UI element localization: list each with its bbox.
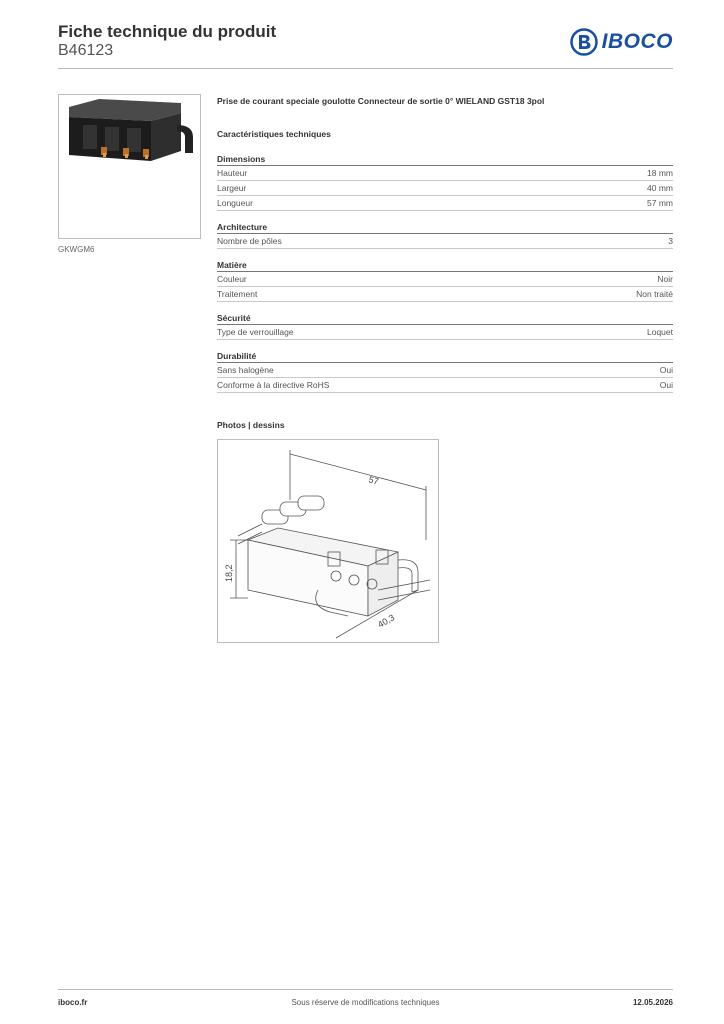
section-title: Dimensions <box>217 153 673 166</box>
footer-date: 12.05.2026 <box>632 998 673 1007</box>
spec-row <box>217 378 673 393</box>
spec-label: Nombre de pôles <box>217 236 282 246</box>
product-photo-icon <box>59 95 200 238</box>
spec-section-architecture <box>217 221 673 249</box>
logo-text: IBOCO <box>601 30 673 53</box>
photos-title: Photos | dessins <box>217 420 285 430</box>
spec-row <box>217 287 673 302</box>
footer-notice: Sous réserve de modifications techniques <box>291 998 440 1007</box>
product-description: Prise de courant speciale goulotte Connecteur de sortie 0° WIELAND GST18 3pol <box>217 96 545 106</box>
spec-row <box>217 166 673 181</box>
spec-row <box>217 272 673 287</box>
spec-section-dimensions <box>217 153 673 211</box>
spec-label: Traitement <box>217 289 258 299</box>
section-title: Durabilité <box>217 350 673 363</box>
spec-row <box>217 325 673 340</box>
spec-section-securite <box>217 312 673 340</box>
dimension-length-label: 57 <box>367 474 380 487</box>
spec-value: 18 mm <box>647 168 673 178</box>
spec-value: 3 <box>668 236 673 246</box>
product-image <box>58 94 201 239</box>
spec-value: Non traité <box>636 289 673 299</box>
footer-website-link[interactable]: iboco.fr <box>58 998 88 1007</box>
section-title: Matière <box>217 259 673 272</box>
dimension-height-label: 18,2 <box>224 564 234 582</box>
spec-value: Oui <box>659 380 673 390</box>
spec-value: Oui <box>659 365 673 375</box>
spec-row <box>217 363 673 378</box>
section-title: Architecture <box>217 221 673 234</box>
spec-content <box>217 96 673 393</box>
technical-drawing <box>217 439 439 643</box>
footer-divider <box>58 989 673 990</box>
header-divider <box>58 68 673 69</box>
spec-label: Longueur <box>217 198 253 208</box>
spec-label: Type de verrouillage <box>217 327 294 337</box>
spec-label: Hauteur <box>217 168 248 178</box>
page-title: Fiche technique du produit <box>58 22 277 41</box>
spec-row <box>217 181 673 196</box>
spec-heading: Caractéristiques techniques <box>217 129 331 139</box>
image-caption: GKWGM6 <box>58 245 95 254</box>
spec-row <box>217 196 673 211</box>
product-code: B46123 <box>58 42 114 59</box>
spec-section-durabilite <box>217 350 673 393</box>
spec-label: Sans halogène <box>217 365 274 375</box>
iboco-logo-icon <box>570 28 598 56</box>
page-header <box>58 22 673 70</box>
spec-label: Couleur <box>217 274 247 284</box>
spec-value: Noir <box>657 274 673 284</box>
spec-row <box>217 234 673 249</box>
connector-drawing-icon <box>218 440 438 642</box>
section-title: Sécurité <box>217 312 673 325</box>
spec-label: Largeur <box>217 183 247 193</box>
spec-section-matiere <box>217 259 673 302</box>
dimension-width-label: 40,3 <box>376 612 397 630</box>
spec-value: 57 mm <box>647 198 673 208</box>
spec-value: Loquet <box>647 327 673 337</box>
brand-logo <box>570 28 673 56</box>
spec-value: 40 mm <box>647 183 673 193</box>
spec-label: Conforme à la directive RoHS <box>217 380 330 390</box>
